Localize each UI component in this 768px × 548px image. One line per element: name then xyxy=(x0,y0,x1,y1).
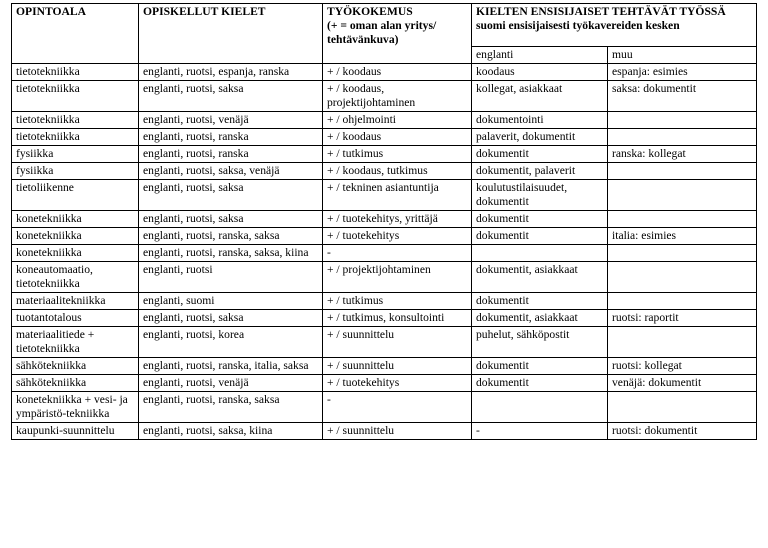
header-row xyxy=(12,4,757,47)
header-field: OPINTOALA xyxy=(12,4,139,64)
cell-english: dokumentit xyxy=(472,228,608,245)
cell-other: ruotsi: raportit xyxy=(608,310,757,327)
cell-english: dokumentit xyxy=(472,146,608,163)
cell-experience: + / tuotekehitys, yrittäjä xyxy=(323,211,472,228)
cell-field: fysiikka xyxy=(12,163,139,180)
cell-experience: + / koodaus xyxy=(323,64,472,81)
cell-english: kollegat, asiakkaat xyxy=(472,81,608,112)
cell-experience: + / tuotekehitys xyxy=(323,375,472,392)
header-language-tasks xyxy=(472,4,757,47)
document-page xyxy=(11,3,756,440)
header-experience-title: TYÖKOKEMUS xyxy=(327,5,413,18)
cell-experience: + / suunnittelu xyxy=(323,358,472,375)
cell-languages: englanti, ruotsi, saksa xyxy=(139,211,323,228)
cell-field: materiaalitiede + tietotekniikka xyxy=(12,327,139,358)
cell-other xyxy=(608,245,757,262)
cell-english: dokumentit, palaverit xyxy=(472,163,608,180)
table-row xyxy=(12,228,757,245)
cell-languages: englanti, ruotsi, ranska xyxy=(139,146,323,163)
cell-other: italia: esimies xyxy=(608,228,757,245)
language-usage-table xyxy=(11,3,757,440)
table-row xyxy=(12,163,757,180)
cell-languages: englanti, ruotsi, ranska xyxy=(139,129,323,146)
cell-english: - xyxy=(472,423,608,440)
cell-english: palaverit, dokumentit xyxy=(472,129,608,146)
cell-english: dokumentit xyxy=(472,293,608,310)
cell-field: sähkötekniikka xyxy=(12,358,139,375)
table-row xyxy=(12,262,757,293)
cell-experience: - xyxy=(323,245,472,262)
cell-languages: englanti, ruotsi, ranska, saksa xyxy=(139,392,323,423)
cell-field: fysiikka xyxy=(12,146,139,163)
header-languages: OPISKELLUT KIELET xyxy=(139,4,323,64)
cell-field: kaupunki-suunnittelu xyxy=(12,423,139,440)
cell-field: tietotekniikka xyxy=(12,129,139,146)
cell-other xyxy=(608,293,757,310)
cell-languages: englanti, ruotsi, saksa xyxy=(139,81,323,112)
cell-experience: + / tuotekehitys xyxy=(323,228,472,245)
cell-experience: + / koodaus, tutkimus xyxy=(323,163,472,180)
cell-languages: englanti, ruotsi, venäjä xyxy=(139,375,323,392)
cell-english: koulutustilaisuudet, dokumentit xyxy=(472,180,608,211)
cell-experience: + / tekninen asiantuntija xyxy=(323,180,472,211)
cell-languages: englanti, ruotsi, espanja, ranska xyxy=(139,64,323,81)
cell-experience: + / koodaus xyxy=(323,129,472,146)
cell-other xyxy=(608,112,757,129)
cell-languages: englanti, ruotsi xyxy=(139,262,323,293)
cell-languages: englanti, ruotsi, saksa, venäjä xyxy=(139,163,323,180)
table-row xyxy=(12,146,757,163)
subheader-other: muu xyxy=(608,47,757,64)
subheader-english: englanti xyxy=(472,47,608,64)
cell-experience: + / ohjelmointi xyxy=(323,112,472,129)
cell-other: saksa: dokumentit xyxy=(608,81,757,112)
table-row xyxy=(12,327,757,358)
cell-english: koodaus xyxy=(472,64,608,81)
cell-field: tietotekniikka xyxy=(12,81,139,112)
cell-other: espanja: esimies xyxy=(608,64,757,81)
cell-english: puhelut, sähköpostit xyxy=(472,327,608,358)
cell-english: dokumentit xyxy=(472,358,608,375)
cell-experience: + / tutkimus xyxy=(323,293,472,310)
cell-other: venäjä: dokumentit xyxy=(608,375,757,392)
cell-other: ruotsi: kollegat xyxy=(608,358,757,375)
cell-field: konetekniikka xyxy=(12,228,139,245)
cell-languages: englanti, ruotsi, ranska, saksa xyxy=(139,228,323,245)
table-row xyxy=(12,245,757,262)
cell-experience: + / tutkimus, konsultointi xyxy=(323,310,472,327)
header-language-tasks-note: suomi ensisijaisesti työkavereiden kesken xyxy=(476,19,680,32)
cell-languages: englanti, ruotsi, saksa xyxy=(139,310,323,327)
cell-english: dokumentit, asiakkaat xyxy=(472,262,608,293)
cell-languages: englanti, ruotsi, saksa, kiina xyxy=(139,423,323,440)
table-row xyxy=(12,293,757,310)
header-experience-note: (+ = oman alan yritys/ tehtävänkuva) xyxy=(327,19,437,46)
cell-other xyxy=(608,392,757,423)
cell-languages: englanti, ruotsi, ranska, saksa, kiina xyxy=(139,245,323,262)
cell-experience: + / suunnittelu xyxy=(323,423,472,440)
cell-english xyxy=(472,392,608,423)
cell-english: dokumentit xyxy=(472,211,608,228)
cell-field: tietoliikenne xyxy=(12,180,139,211)
cell-experience: + / tutkimus xyxy=(323,146,472,163)
cell-other xyxy=(608,327,757,358)
table-row xyxy=(12,129,757,146)
cell-experience: + / projektijohtaminen xyxy=(323,262,472,293)
cell-other: ruotsi: dokumentit xyxy=(608,423,757,440)
table-row xyxy=(12,423,757,440)
table-row xyxy=(12,375,757,392)
cell-field: konetekniikka + vesi- ja ympäristö-tekniikka xyxy=(12,392,139,423)
cell-field: tietotekniikka xyxy=(12,64,139,81)
table-row xyxy=(12,211,757,228)
table-row xyxy=(12,358,757,375)
cell-english: dokumentit, asiakkaat xyxy=(472,310,608,327)
cell-english: dokumentit xyxy=(472,375,608,392)
table-row xyxy=(12,64,757,81)
header-experience xyxy=(323,4,472,64)
cell-field: tietotekniikka xyxy=(12,112,139,129)
cell-other xyxy=(608,163,757,180)
table-row xyxy=(12,392,757,423)
cell-languages: englanti, ruotsi, venäjä xyxy=(139,112,323,129)
table-row xyxy=(12,81,757,112)
cell-other: ranska: kollegat xyxy=(608,146,757,163)
cell-experience: + / suunnittelu xyxy=(323,327,472,358)
cell-other xyxy=(608,129,757,146)
cell-experience: + / koodaus, projektijohtaminen xyxy=(323,81,472,112)
cell-languages: englanti, ruotsi, ranska, italia, saksa xyxy=(139,358,323,375)
cell-english xyxy=(472,245,608,262)
cell-field: tuotantotalous xyxy=(12,310,139,327)
cell-field: konetekniikka xyxy=(12,211,139,228)
table-row xyxy=(12,310,757,327)
header-language-tasks-title: KIELTEN ENSISIJAISET TEHTÄVÄT TYÖSSÄ xyxy=(476,5,726,18)
cell-other xyxy=(608,211,757,228)
table-row xyxy=(12,112,757,129)
cell-field: koneautomaatio, tietotekniikka xyxy=(12,262,139,293)
cell-languages: englanti, ruotsi, saksa xyxy=(139,180,323,211)
cell-other xyxy=(608,180,757,211)
cell-field: sähkötekniikka xyxy=(12,375,139,392)
cell-languages: englanti, ruotsi, korea xyxy=(139,327,323,358)
cell-experience: - xyxy=(323,392,472,423)
table-row xyxy=(12,180,757,211)
cell-field: materiaalitekniikka xyxy=(12,293,139,310)
cell-other xyxy=(608,262,757,293)
table-header xyxy=(12,4,757,64)
cell-english: dokumentointi xyxy=(472,112,608,129)
cell-languages: englanti, suomi xyxy=(139,293,323,310)
table-body xyxy=(12,64,757,440)
cell-field: konetekniikka xyxy=(12,245,139,262)
